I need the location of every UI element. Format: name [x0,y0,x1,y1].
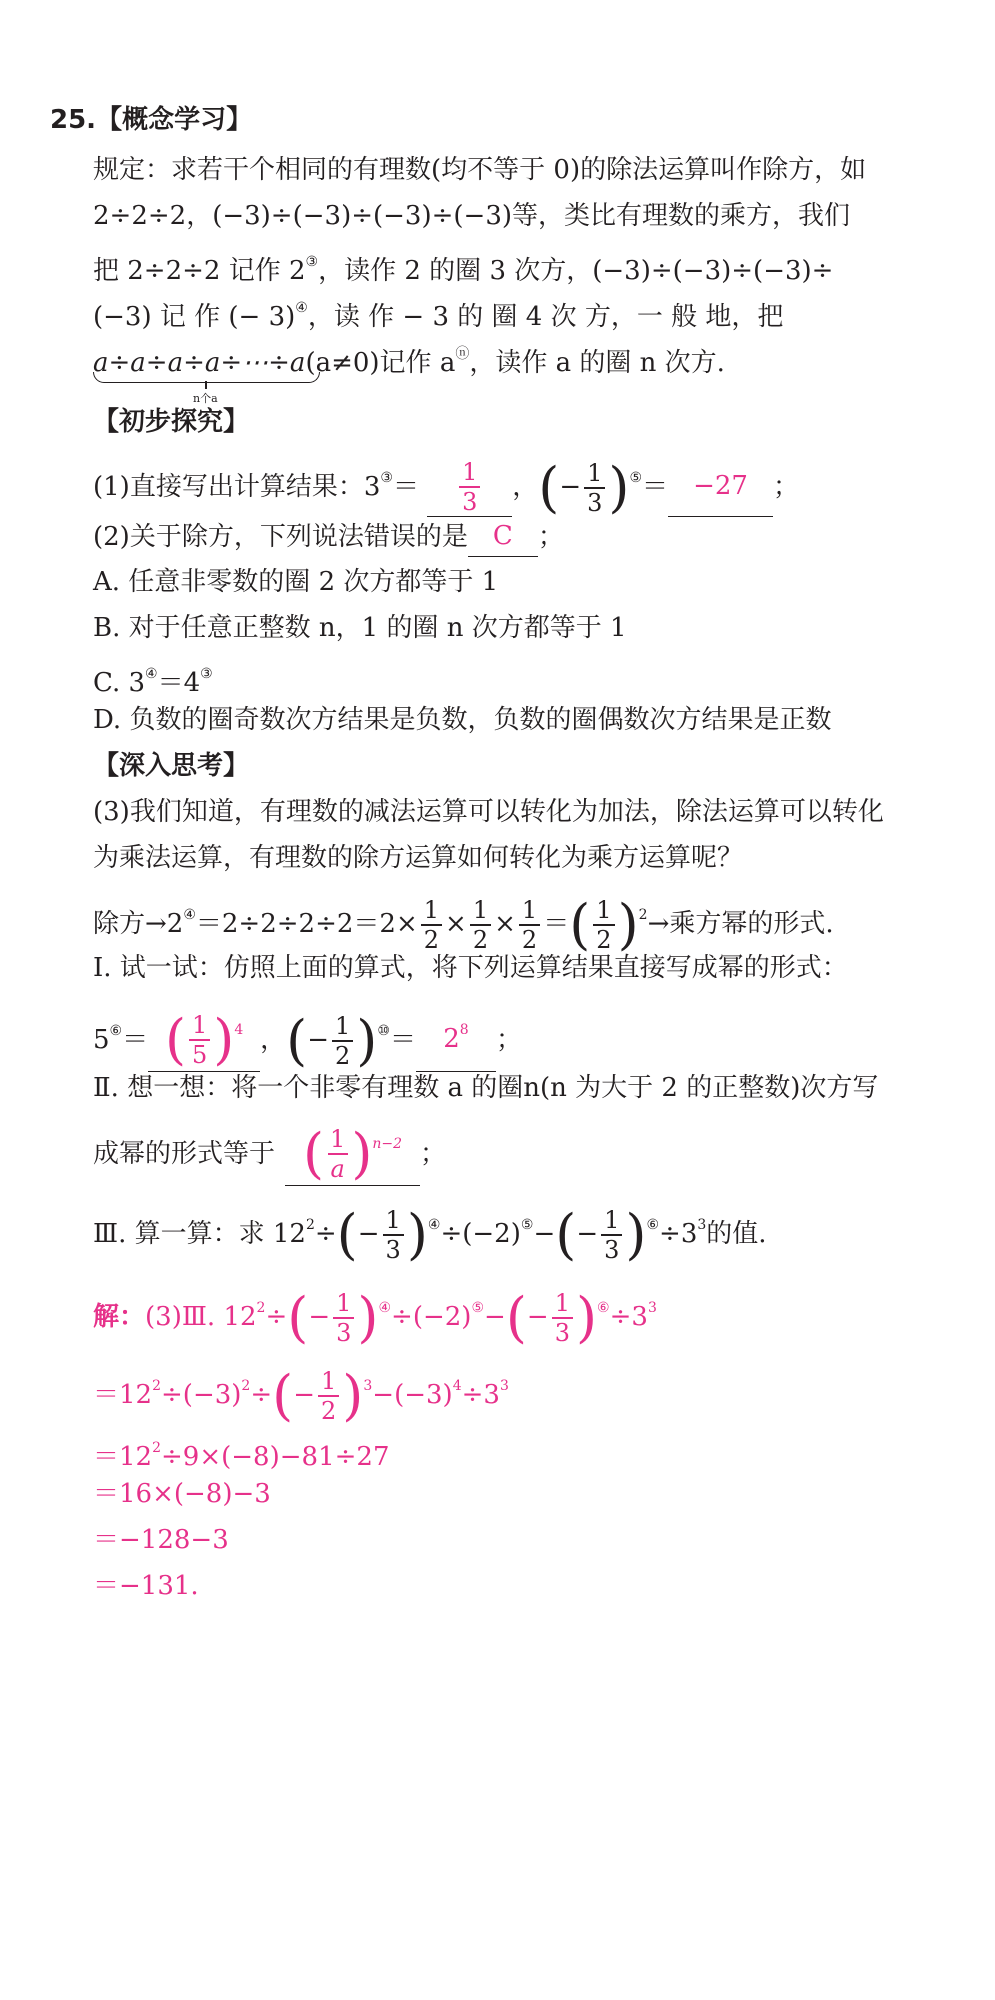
division-example: 除方→2④＝2÷2÷2÷2＝2× $\frac{1}{2}$ × $\frac{1}{2}$ × $\frac{1}{2}$ ＝( $\frac{1}{2}$ )$^2$→乘方幂的形式. [93,893,834,956]
concept-line-5: a÷a÷a÷a÷⋯÷a(a≠0)记作 aⓝ，读作 a 的圈 n 次方. [93,346,725,378]
concept-line-1: 规定：求若干个相同的有理数(均不等于 0)的除法运算叫作除方，如 [93,155,867,185]
underbrace-label: n个a [193,392,218,405]
problem-number: 25. [50,105,97,135]
option-a: A. 任意非零数的圈 2 次方都等于 1 [93,567,499,597]
solution-step-6: ＝−131. [93,1571,199,1601]
question-3-line-2: 为乘法运算，有理数的除方运算如何转化为乘方运算呢？ [93,843,744,873]
repeated-division: a÷a÷a÷a÷⋯÷a [93,348,306,378]
answer-blank-2: −27 [668,456,773,517]
answer-blank-5: $2^8$ [416,998,496,1072]
option-c: C. 3④＝4③ [93,666,213,698]
problem-header [50,100,252,140]
solution-step-3: $=12^2\div 9\times(-8)-81\div 27$ [93,1440,390,1472]
answer-blank-6: ( $\frac{1}{a}$ )$^{n-2}$ [285,1112,420,1186]
question-2: (2)关于除方，下列说法错误的是 C ； [93,516,564,557]
option-b: B. 对于任意正整数 n，1 的圈 n 次方都等于 1 [93,613,627,643]
section-deep: 【深入思考】 [93,751,250,781]
section-explore: 【初步探究】 [93,407,250,437]
solution-step-4: ＝16×(−8)−3 [93,1479,271,1509]
solution-label: 解： [93,1302,146,1332]
answer-blank-3: C [468,516,538,557]
part-iii: Ⅲ. 算一算：求 $12^2\div(-$ $\frac{1}{3}$ )④÷(−2)⑤−(− $\frac{1}{3}$ )$^⑥\div 3^3$的值. [93,1203,767,1266]
question-1: (1)直接写出计算结果：3③＝ $\frac{1}{3}$ ，(− $\frac{1}{3}$ )⑤＝ −27 ； [93,456,800,519]
option-d: D. 负数的圈奇数次方结果是负数，负数的圈偶数次方结果是正数 [93,705,832,735]
answer-blank-4: ( $\frac{1}{5}$ )$^4$ [148,998,260,1072]
part-ii-line-2: 成幂的形式等于 ( $\frac{1}{a}$ )$^{n-2}$ ； [93,1112,446,1186]
solution-step-1: 解：(3)Ⅲ. $12^2\div(-$ $\frac{1}{3}$ )④÷(−2)⑤−(− $\frac{1}{3}$ )$^⑥\div 3^3$ [93,1286,657,1349]
part-ii-line-1: Ⅱ. 想一想：将一个非零有理数 a 的圈n(n 为大于 2 的正整数)次方写 [93,1073,879,1103]
section-concept: 【概念学习】 [96,105,253,135]
solution-step-5: ＝−128−3 [93,1525,229,1555]
concept-line-4: (−3) 记 作 (− 3)④，读 作 − 3 的 圈 4 次 方，一 般 地，把 [93,300,784,332]
answer-blank-1: $\frac{1}{3}$ [427,456,512,517]
solution-step-2: $=12^2\div(-3)^2\div(-$ $\frac{1}{2}$ )$^3-(-3)^4\div 3^3$ [93,1364,509,1427]
question-3-line-1: (3)我们知道，有理数的减法运算可以转化为加法，除法运算可以转化 [93,797,884,827]
underbrace-tip [205,381,207,389]
concept-line-3: 把 2÷2÷2 记作 2③，读作 2 的圈 3 次方，(−3)÷(−3)÷(−3)÷ [93,254,834,286]
concept-line-2: 2÷2÷2，(−3)÷(−3)÷(−3)÷(−3)等，类比有理数的乘方，我们 [93,201,851,231]
part-i-text: Ⅰ. 试一试：仿照上面的算式，将下列运算结果直接写成幂的形式： [93,953,848,983]
part-i-answer: 5⑥＝ ( $\frac{1}{5}$ )$^4$ ，(− $\frac{1}{2}$ )$^⑩= 2^8$ ； [93,998,522,1072]
